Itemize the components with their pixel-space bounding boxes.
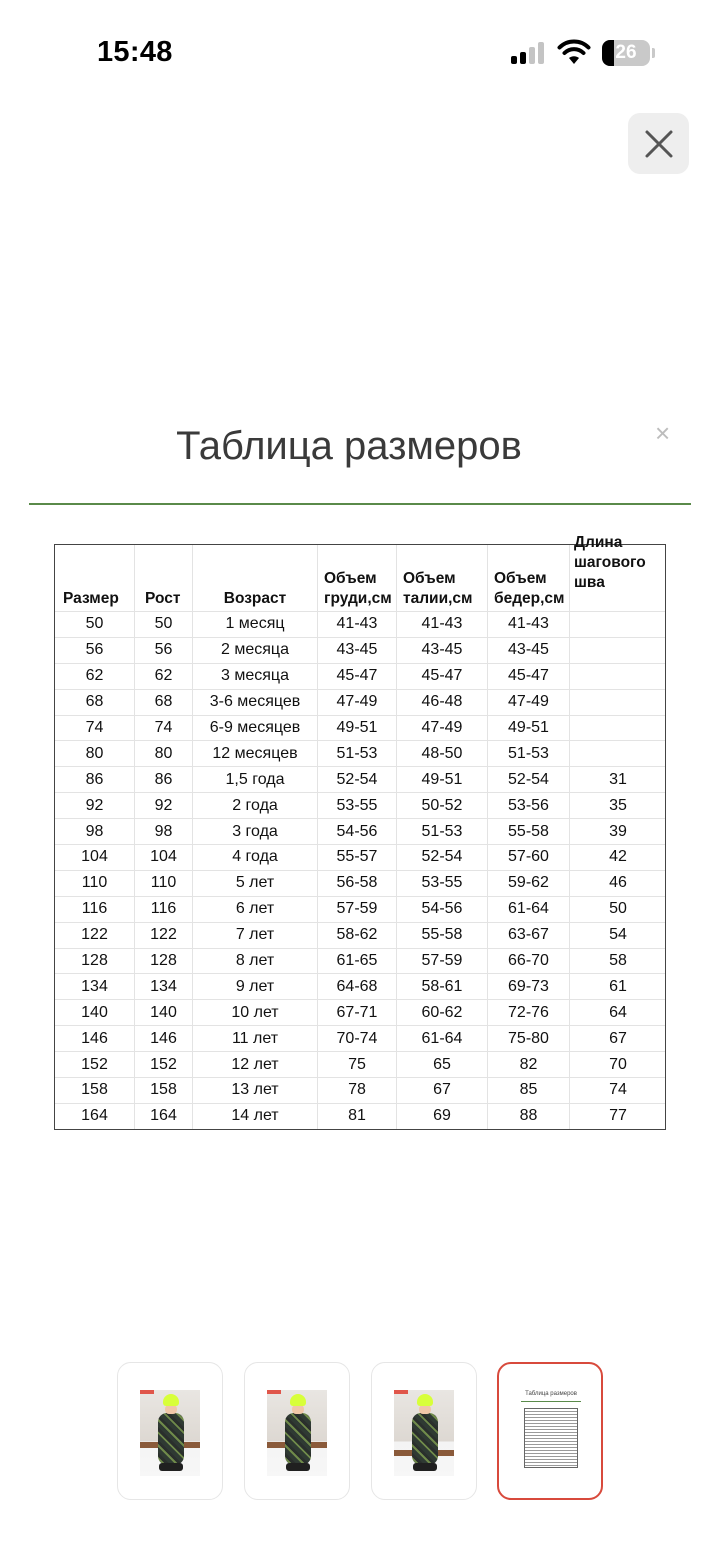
product-photo [140, 1390, 200, 1476]
table-row [55, 818, 665, 844]
cell-size: 122 [81, 926, 108, 944]
cell-age: 3-6 месяцев [192, 690, 317, 715]
cell-size: 140 [81, 1003, 108, 1021]
cell-inseam: 74 [569, 1078, 666, 1103]
header-size: Размер [63, 590, 119, 607]
cell-inseam: 31 [569, 767, 666, 792]
size-table [54, 534, 666, 1130]
cell-chest: 57-59 [317, 897, 396, 922]
cell-hips: 43-45 [487, 638, 569, 663]
cell-chest: 67-71 [317, 1000, 396, 1025]
cell-inseam [569, 612, 666, 637]
cell-waist: 51-53 [396, 819, 487, 844]
cell-chest: 47-49 [317, 690, 396, 715]
cell-size: 62 [85, 667, 104, 685]
cell-height: 140 [134, 1000, 192, 1025]
cell-size: 68 [85, 693, 104, 711]
cell-inseam [569, 638, 666, 663]
cell-chest: 81 [317, 1104, 396, 1129]
cell-hips: 55-58 [487, 819, 569, 844]
cell-size: 56 [85, 641, 104, 659]
cell-waist: 69 [396, 1104, 487, 1129]
cell-age: 14 лет [192, 1104, 317, 1129]
table-row [55, 611, 665, 637]
cell-age: 1 месяц [192, 612, 317, 637]
cell-age: 5 лет [192, 871, 317, 896]
cell-inseam: 54 [569, 923, 666, 948]
cell-hips: 72-76 [487, 1000, 569, 1025]
cell-chest: 55-57 [317, 845, 396, 870]
table-row [55, 792, 665, 818]
cell-height: 128 [134, 949, 192, 974]
close-icon [644, 129, 674, 159]
cell-hips: 66-70 [487, 949, 569, 974]
cell-inseam [569, 741, 666, 766]
table-row [55, 637, 665, 663]
cell-hips: 61-64 [487, 897, 569, 922]
cell-height: 62 [134, 664, 192, 689]
cell-inseam: 35 [569, 793, 666, 818]
cell-age: 11 лет [192, 1026, 317, 1051]
cell-age: 12 месяцев [192, 741, 317, 766]
cell-inseam: 61 [569, 974, 666, 999]
cell-size: 152 [81, 1055, 108, 1073]
cell-chest: 75 [317, 1052, 396, 1077]
table-row [55, 1025, 665, 1051]
header-height: Рост [134, 545, 192, 611]
table-row [55, 1077, 665, 1103]
cell-inseam: 39 [569, 819, 666, 844]
cell-age: 2 месяца [192, 638, 317, 663]
cell-waist: 57-59 [396, 949, 487, 974]
cell-waist: 53-55 [396, 871, 487, 896]
cell-size: 92 [85, 796, 104, 814]
cell-size: 158 [81, 1081, 108, 1099]
cell-chest: 52-54 [317, 767, 396, 792]
cell-inseam: 42 [569, 845, 666, 870]
thumbnail-1[interactable] [117, 1362, 223, 1500]
header-age: Возраст [192, 545, 317, 611]
thumbnail-4[interactable] [497, 1362, 603, 1500]
cell-size: 80 [85, 744, 104, 762]
cell-size: 50 [85, 615, 104, 633]
cell-age: 3 месяца [192, 664, 317, 689]
cell-chest: 58-62 [317, 923, 396, 948]
cell-waist: 47-49 [396, 716, 487, 741]
cell-chest: 78 [317, 1078, 396, 1103]
cell-inseam [569, 664, 666, 689]
cell-height: 80 [134, 741, 192, 766]
cell-inseam [569, 690, 666, 715]
cell-size: 110 [81, 874, 108, 892]
cell-size: 146 [81, 1029, 108, 1047]
cell-chest: 43-45 [317, 638, 396, 663]
cell-hips: 45-47 [487, 664, 569, 689]
cell-height: 74 [134, 716, 192, 741]
cell-waist: 55-58 [396, 923, 487, 948]
cell-hips: 75-80 [487, 1026, 569, 1051]
thumbnail-3[interactable] [371, 1362, 477, 1500]
cell-hips: 59-62 [487, 871, 569, 896]
size-chart-title: Таблица размеров [176, 424, 522, 468]
cell-hips: 47-49 [487, 690, 569, 715]
cell-height: 50 [134, 612, 192, 637]
table-row [55, 1103, 665, 1129]
size-chart-close-glyph: × [655, 418, 671, 448]
cell-waist: 52-54 [396, 845, 487, 870]
cell-hips: 52-54 [487, 767, 569, 792]
cell-waist: 65 [396, 1052, 487, 1077]
cell-size: 164 [81, 1107, 108, 1125]
cell-chest: 61-65 [317, 949, 396, 974]
cell-chest: 70-74 [317, 1026, 396, 1051]
cell-height: 116 [134, 897, 192, 922]
cell-waist: 45-47 [396, 664, 487, 689]
cell-age: 12 лет [192, 1052, 317, 1077]
cell-height: 98 [134, 819, 192, 844]
cell-size: 98 [85, 822, 104, 840]
cell-height: 158 [134, 1078, 192, 1103]
size-table-thumbnail [515, 1384, 587, 1480]
table-header-row [55, 534, 665, 611]
table-row [55, 948, 665, 974]
cell-waist: 54-56 [396, 897, 487, 922]
cell-hips: 69-73 [487, 974, 569, 999]
cell-age: 2 года [192, 793, 317, 818]
cell-height: 56 [134, 638, 192, 663]
cell-hips: 82 [487, 1052, 569, 1077]
status-time: 15:48 [97, 36, 173, 68]
cell-age: 9 лет [192, 974, 317, 999]
cell-size: 116 [81, 900, 108, 918]
battery-level: 26 [615, 42, 637, 63]
table-row [55, 870, 665, 896]
cell-waist: 41-43 [396, 612, 487, 637]
table-row [55, 922, 665, 948]
table-row [55, 973, 665, 999]
cell-inseam: 77 [569, 1104, 666, 1129]
close-viewer-button[interactable] [628, 113, 689, 174]
cell-height: 110 [134, 871, 192, 896]
cell-inseam: 58 [569, 949, 666, 974]
cell-inseam: 70 [569, 1052, 666, 1077]
thumbnail-2[interactable] [244, 1362, 350, 1500]
cell-size: 74 [85, 719, 104, 736]
cell-waist: 50-52 [396, 793, 487, 818]
cell-size: 128 [81, 952, 108, 970]
cell-chest: 56-58 [317, 871, 396, 896]
cell-hips: 88 [487, 1104, 569, 1129]
table-row [55, 766, 665, 792]
table-row [55, 896, 665, 922]
product-photo [267, 1390, 327, 1476]
cell-age: 1,5 года [192, 767, 317, 792]
cell-height: 92 [134, 793, 192, 818]
header-inseam: Длина шагового шва [569, 545, 666, 611]
cell-age: 13 лет [192, 1078, 317, 1103]
wifi-icon [557, 38, 591, 66]
cell-height: 104 [134, 845, 192, 870]
cellular-signal-icon [511, 42, 547, 64]
cell-chest: 51-53 [317, 741, 396, 766]
table-row [55, 999, 665, 1025]
cell-waist: 67 [396, 1078, 487, 1103]
cell-age: 3 года [192, 819, 317, 844]
title-divider [29, 503, 691, 505]
cell-hips: 49-51 [487, 716, 569, 741]
header-waist: Объем талии,см [396, 545, 487, 611]
cell-height: 146 [134, 1026, 192, 1051]
cell-waist: 48-50 [396, 741, 487, 766]
cell-chest: 53-55 [317, 793, 396, 818]
cell-waist: 49-51 [396, 767, 487, 792]
cell-size: 134 [81, 977, 108, 995]
cell-height: 164 [134, 1104, 192, 1129]
cell-age: 6 лет [192, 897, 317, 922]
cell-hips: 63-67 [487, 923, 569, 948]
cell-chest: 45-47 [317, 664, 396, 689]
header-chest: Объем груди,см [317, 545, 396, 611]
cell-waist: 60-62 [396, 1000, 487, 1025]
table-body [55, 611, 665, 1129]
cell-chest: 54-56 [317, 819, 396, 844]
cell-height: 134 [134, 974, 192, 999]
cell-age: 7 лет [192, 923, 317, 948]
cell-chest: 49-51 [317, 716, 396, 741]
cell-hips: 53-56 [487, 793, 569, 818]
table-row [55, 740, 665, 766]
cell-size: 86 [85, 770, 104, 788]
table-row [55, 715, 665, 741]
cell-inseam [569, 716, 666, 741]
header-hips: Объем бедер,см [487, 545, 569, 611]
thumbnail-caption: Таблица размеров [525, 1391, 577, 1397]
cell-height: 152 [134, 1052, 192, 1077]
cell-inseam: 64 [569, 1000, 666, 1025]
product-photo [394, 1390, 454, 1476]
cell-waist: 58-61 [396, 974, 487, 999]
cell-inseam: 67 [569, 1026, 666, 1051]
cell-hips: 51-53 [487, 741, 569, 766]
table-row [55, 844, 665, 870]
cell-height: 122 [134, 923, 192, 948]
cell-waist: 43-45 [396, 638, 487, 663]
cell-height: 86 [134, 767, 192, 792]
cell-waist: 61-64 [396, 1026, 487, 1051]
cell-waist: 46-48 [396, 690, 487, 715]
cell-age: 6-9 месяцев [192, 716, 317, 741]
cell-inseam: 46 [569, 871, 666, 896]
cell-hips: 57-60 [487, 845, 569, 870]
table-row [55, 689, 665, 715]
cell-age: 10 лет [192, 1000, 317, 1025]
battery-icon [602, 40, 654, 66]
cell-hips: 85 [487, 1078, 569, 1103]
table-row [55, 1051, 665, 1077]
cell-chest: 41-43 [317, 612, 396, 637]
cell-inseam: 50 [569, 897, 666, 922]
cell-height: 68 [134, 690, 192, 715]
cell-hips: 41-43 [487, 612, 569, 637]
table-row [55, 663, 665, 689]
cell-age: 8 лет [192, 949, 317, 974]
cell-size: 104 [81, 848, 108, 866]
cell-chest: 64-68 [317, 974, 396, 999]
cell-age: 4 года [192, 845, 317, 870]
